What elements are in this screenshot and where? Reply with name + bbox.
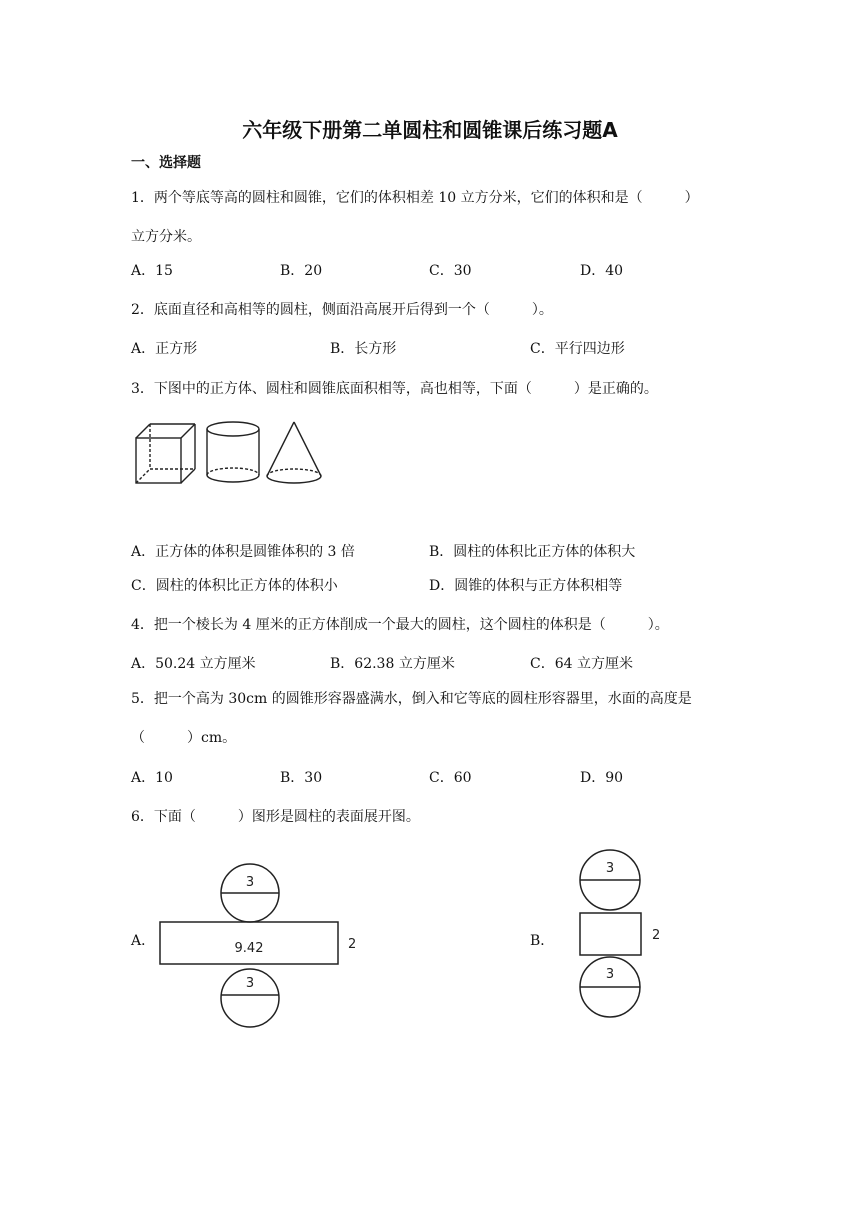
question-1-option-b: B．20 [280, 263, 323, 279]
solids-figure [130, 418, 330, 488]
cylinder-net-figure-a [150, 855, 370, 1033]
question-1-option-d: D．40 [580, 263, 624, 279]
question-1-line-2: 立方分米。 [131, 229, 201, 245]
question-3-option-b: B．圆柱的体积比正方体的体积大 [429, 544, 636, 560]
question-2-option-c: C．平行四边形 [530, 341, 625, 357]
question-2-line-1: 2．底面直径和高相等的圆柱，侧面沿高展开后得到一个（ ）。 [131, 302, 553, 318]
question-4-line-1: 4．把一个棱长为 4 厘米的正方体削成一个最大的圆柱，这个圆柱的体积是（ ）。 [131, 617, 669, 633]
question-5-option-d: D．90 [580, 770, 624, 786]
question-1-option-c: C．30 [429, 263, 472, 279]
net-a-rectangle-label: 9.42 [234, 941, 264, 956]
question-3-option-c: C．圆柱的体积比正方体的体积小 [131, 578, 338, 594]
cone-figure [267, 422, 321, 483]
net-b-bottom-circle-label: 3 [605, 967, 615, 982]
question-2-option-a: A．正方形 [131, 341, 198, 357]
question-5-line-2: （ ）cm。 [131, 730, 237, 746]
question-5-option-c: C．60 [429, 770, 472, 786]
section-heading: 一、选择题 [131, 155, 201, 171]
question-6-line-1: 6．下面（ ）图形是圆柱的表面展开图。 [131, 809, 420, 825]
question-3-line-1: 3．下图中的正方体、圆柱和圆锥底面积相等，高也相等，下面（ ）是正确的。 [131, 381, 658, 397]
question-4-option-b: B．62.38 立方厘米 [330, 656, 455, 672]
net-b-rectangle [580, 913, 641, 955]
question-4-option-c: C．64 立方厘米 [530, 656, 633, 672]
question-5-option-b: B．30 [280, 770, 323, 786]
question-1-line-1: 1．两个等底等高的圆柱和圆锥，它们的体积相差 10 立方分米，它们的体积和是（ ） [131, 190, 699, 206]
cube-figure [136, 424, 195, 483]
net-a-side-label: 2 [348, 937, 357, 952]
net-a-top-circle-label: 3 [245, 875, 255, 890]
question-1-option-a: A．15 [131, 263, 173, 279]
question-5-line-1: 5．把一个高为 30cm 的圆锥形容器盛满水，倒入和它等底的圆柱形容器里，水面的高度是 [131, 691, 692, 707]
question-3-option-d: D．圆锥的体积与正方体积相等 [429, 578, 623, 594]
cylinder-figure [207, 422, 259, 482]
question-6-option-a: A． [131, 933, 156, 949]
cylinder-net-figure-b [570, 845, 680, 1023]
question-2-option-b: B．长方形 [330, 341, 397, 357]
question-6-option-b: B． [530, 933, 555, 949]
question-5-option-a: A．10 [131, 770, 173, 786]
net-a-bottom-circle-label: 3 [245, 976, 255, 991]
page-title: 六年级下册第二单圆柱和圆锥课后练习题A [242, 118, 618, 142]
net-b-side-label: 2 [652, 928, 661, 943]
question-4-option-a: A．50.24 立方厘米 [131, 656, 256, 672]
question-3-option-a: A．正方体的体积是圆锥体积的 3 倍 [131, 544, 355, 560]
net-b-top-circle-label: 3 [605, 861, 615, 876]
